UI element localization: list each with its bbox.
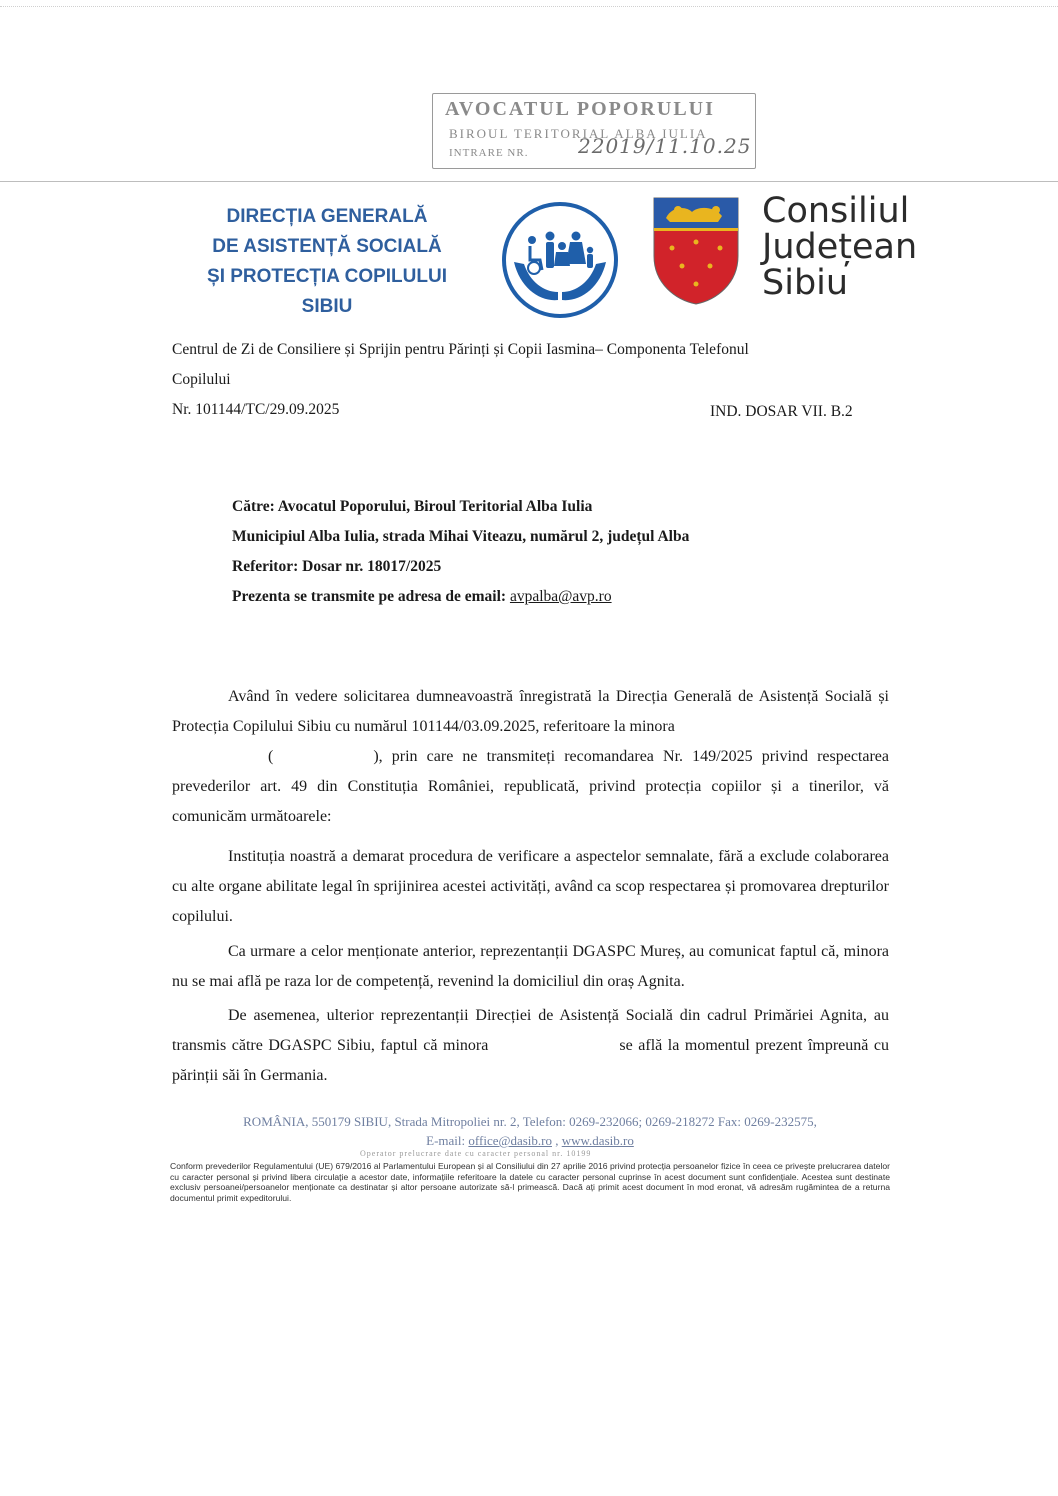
recipient-block [232,492,689,612]
county-council-name [762,193,917,301]
footer-address: ROMÂNIA, 550179 SIBIU, Strada Mitropoliei nr. 2, Telefon: 0269-232066; 0269-218272 Fax: 0269-232575, [243,1114,817,1129]
recipient-email-link[interactable]: avpalba@avp.ro [509,588,612,605]
dgaspc-name [182,202,472,322]
center-line-1: Centrul de Zi de Consiliere și Sprijin pentru Părinți și Copii Iasmina– Componenta Telefonul [172,341,749,358]
dgaspc-line-2: DE ASISTENȚĂ SOCIALĂ [212,236,442,257]
registration-stamp [432,93,756,169]
dgaspc-line-4: SIBIU [301,296,353,317]
footer-operator-note: Operator prelucrare date cu caracter personal nr. 10199 [360,1149,592,1158]
page-divider [0,181,1058,182]
paragraph-1 [172,682,889,832]
dgaspc-line-3: ȘI PROTECȚIA COPILULUI [207,266,447,287]
stamp-subtitle: BIROUL TERITORIAL ALBA IULIA [449,126,708,141]
footer-email-link[interactable]: office@dasib.ro [468,1133,552,1148]
dgaspc-logo-icon [500,200,620,320]
cj-line-3: Sibiu [762,263,849,303]
paragraph-1-part-c: ), prin care ne transmiteți recomandarea Nr. 149/2025 privind respectarea prevederilor art. 49 din Constituția României, republicată, privind protecția copiilor și a tinerilor, vă comunicăm următoarele: [172,748,889,825]
center-name [172,337,892,393]
paragraph-4 [172,1001,889,1091]
cj-line-1: Consiliul [762,191,910,231]
footer-web-link[interactable]: www.dasib.ro [561,1133,634,1148]
stamp-handwritten-number: 22019/11.10.25 [578,134,752,158]
footer-contact [160,1112,900,1150]
scan-edge [0,6,1058,8]
footer-email-web [160,1131,900,1150]
paragraph-1-part-b: ( [268,748,274,765]
paragraph-4-part-a: De asemenea, ulterior reprezentanții Direcției de Asistență Socială din cadrul Primăriei Agnita, au transmis către DGASPC Sibiu, faptul că minora [172,1007,889,1054]
footer-email-prefix: E-mail: [426,1133,469,1148]
center-line-2: Copilului [172,371,231,388]
footer-separator: , [551,1133,562,1148]
recipient-address: Municipiul Alba Iulia, strada Mihai Viteazu, numărul 2, județul Alba [232,528,690,545]
footer-gdpr-notice: Conform prevederilor Regulamentului (UE) 679/2016 al Parlamentului European și al Consiliului din 27 aprilie 2016 privind protecția persoanelor fizice în ceea ce privește prelucrarea datelor cu caracter personal și privind libera circulație a acestor date, informațiile referitoare la datele cu caracter personal cuprinse în acest document sunt confidențiale. Acestea sunt destinate exclusiv persoanei/persoanelor menționate ca destinatar și altor persoane autorizate să-l primească. Dacă ați primit acest document în mod eronat, vă adresăm rugămintea de a returna documentul primit expeditorului. [170,1161,890,1203]
cj-line-2: Județean [762,227,918,267]
paragraph-3: Ca urmare a celor menționate anterior, reprezentanții DGASPC Mureș, au comunicat faptul că, minora nu se mai află pe raza lor de competență, revenind la domiciliul din oraș Agnita. [172,943,889,990]
county-crest-icon [652,196,740,306]
paragraph-4-part-b: se află la momentul prezent împreună cu părinții săi în Germania. [172,1037,890,1084]
paragraph-2: Instituția noastră a demarat procedura de verificare a aspectelor semnalate, fără a exclude colaborarea cu alte organe abilitate legal în sprijinirea acestei activități, având ca scop respectarea și promovarea drepturilor copilului. [172,848,889,925]
email-prefix: Prezenta se transmite pe adresa de email: [232,588,510,605]
recipient-reference: Referitor: Dosar nr. 18017/2025 [232,558,442,575]
paragraph-1-part-a: Având în vedere solicitarea dumneavoastră înregistrată la Direcția Generală de Asistență Socială și Protecția Copilului Sibiu cu numărul 101144/03.09.2025, referitoare la minora [172,688,889,735]
stamp-title: AVOCATUL POPORULUI [445,98,715,120]
recipient-to: Către: Avocatul Poporului, Biroul Teritorial Alba Iulia [232,498,593,515]
stamp-entry-label: INTRARE NR. [449,147,529,159]
registration-number: Nr. 101144/TC/29.09.2025 [172,401,340,418]
file-index: IND. DOSAR VII. B.2 [710,403,853,420]
recipient-email-line [232,582,689,612]
dgaspc-line-1: DIRECȚIA GENERALĂ [226,206,428,227]
